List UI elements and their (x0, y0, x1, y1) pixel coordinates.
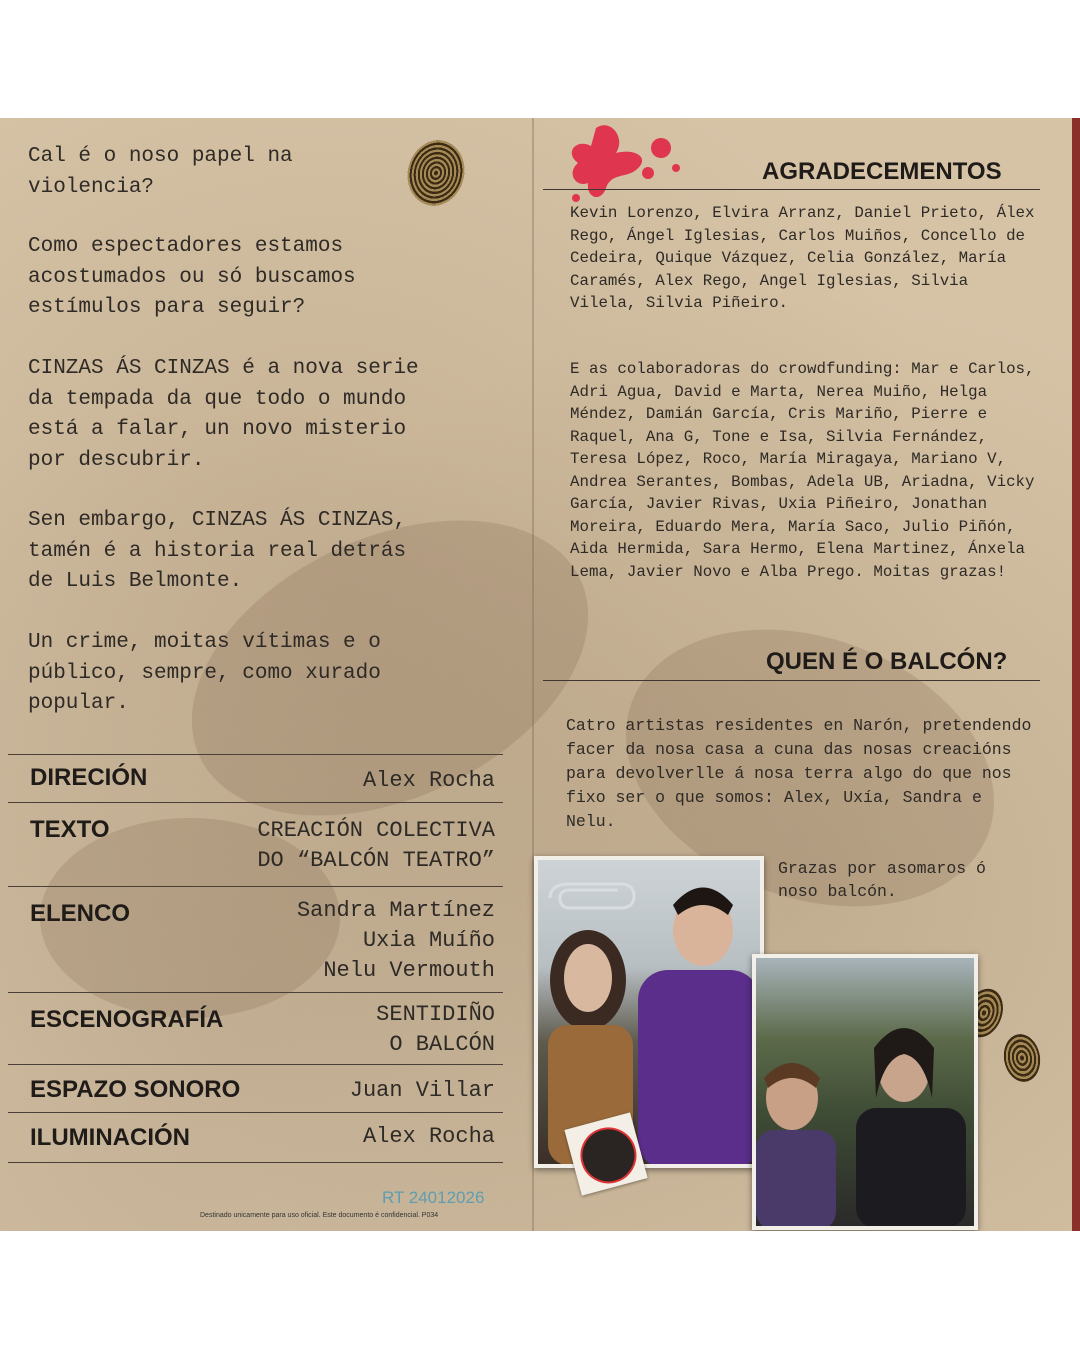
greeting-text: Grazas por asomaros ó noso balcón. (778, 859, 986, 901)
about-heading: QUEN É O BALCÓN? (766, 648, 1008, 675)
intro-question: Cal é o noso papel na violencia? (28, 145, 293, 199)
program-sheet (0, 118, 1080, 1231)
intro-paragraph: Como espectadores estamos acostumados ou só buscamos estímulos para seguir? (28, 235, 356, 319)
cast-photo-figures (756, 958, 974, 1226)
about-text: Catro artistas residentes en Narón, pretendendo facer da nosa casa a cuna das nosas creacións para devolverlle á nosa terra algo do que nos fixo ser o que somos: Alex, Uxía, Sandra e Nelu. (566, 716, 1032, 831)
intro-paragraph: CINZAS ÁS CINZAS é a nova serie da tempada da que todo o mundo está a falar, un novo misterio por descubrir. (28, 357, 419, 472)
next-page-edge (1072, 118, 1080, 1231)
credits-table (8, 754, 503, 1166)
crowdfunding-text: E as colaboradoras do crowdfunding: Mar e Carlos, Adri Agua, David e Marta, Nerea Muiño, Helga Méndez, Damián García, Cris Mariño, Pierre e Raquel, Ana G, Tone e Isa, Silvia Fernández, Teresa López, Roco, María Miragaya, Mariano V, Andrea Serantes, Bombas, Adela UB, Ariadna, Vicky García, Javier Rivas, Uxia Piñeiro, Jonathan Moreira, Eduardo Mera, María Saco, Julio Piñón, Aida Hermida, Sara Hermo, Elena Martinez, Ánxela Lema, Javier Novo e Alba Prego. Moitas grazas! (570, 360, 1035, 581)
divider (8, 1112, 503, 1113)
credit-value: Sandra Martínez Uxia Muíño Nelu Vermouth (296, 898, 495, 983)
thanks-text: Kevin Lorenzo, Elvira Arranz, Daniel Prieto, Álex Rego, Ángel Iglesias, Carlos Muiños, Concello de Cedeira, Quique Vázquez, Celia González, María Caramés, Alex Rego, Angel Iglesias, Silvia Vilela, Silvia Piñeiro. (570, 204, 1035, 312)
intro-paragraph: Sen embargo, CINZAS ÁS CINZAS, tamén é a historia real detrás de Luis Belmonte. (28, 509, 407, 593)
divider (8, 1064, 503, 1065)
divider (8, 1162, 503, 1163)
disclaimer-text: Destinado unicamente para uso oficial. Este documento é confidencial. P034 (200, 1212, 439, 1219)
credit-label: ESCENOGRAFÍA (30, 1006, 224, 1033)
paperclip-icon (540, 878, 640, 918)
credit-value: Juan Villar (349, 1078, 495, 1103)
cast-photo-2 (752, 954, 978, 1230)
thanks-heading: AGRADECEMENTOS (762, 158, 1002, 185)
divider (8, 992, 503, 993)
credit-value: CREACIÓN COLECTIVA DO “BALCÓN TEATRO” (257, 818, 495, 873)
credit-label: TEXTO (30, 816, 110, 843)
fingerprint-icon (1000, 1031, 1044, 1085)
credit-label: ESPAZO SONORO (30, 1076, 241, 1103)
intro-paragraph: Un crime, moitas vítimas e o público, sempre, como xurado popular. (28, 631, 381, 715)
credit-label: ELENCO (30, 900, 131, 927)
divider (8, 886, 503, 887)
credit-label: ILUMINACIÓN (30, 1124, 190, 1151)
credit-value: SENTIDIÑO O BALCÓN (376, 1002, 495, 1057)
divider (543, 189, 1040, 190)
divider (8, 754, 503, 755)
credit-value: Alex Rocha (362, 768, 495, 793)
document-code: RT 24012026 (382, 1188, 485, 1207)
divider (543, 680, 1040, 681)
credit-label: DIRECIÓN (30, 764, 148, 791)
divider (8, 802, 503, 803)
credit-value: Alex Rocha (362, 1124, 495, 1149)
